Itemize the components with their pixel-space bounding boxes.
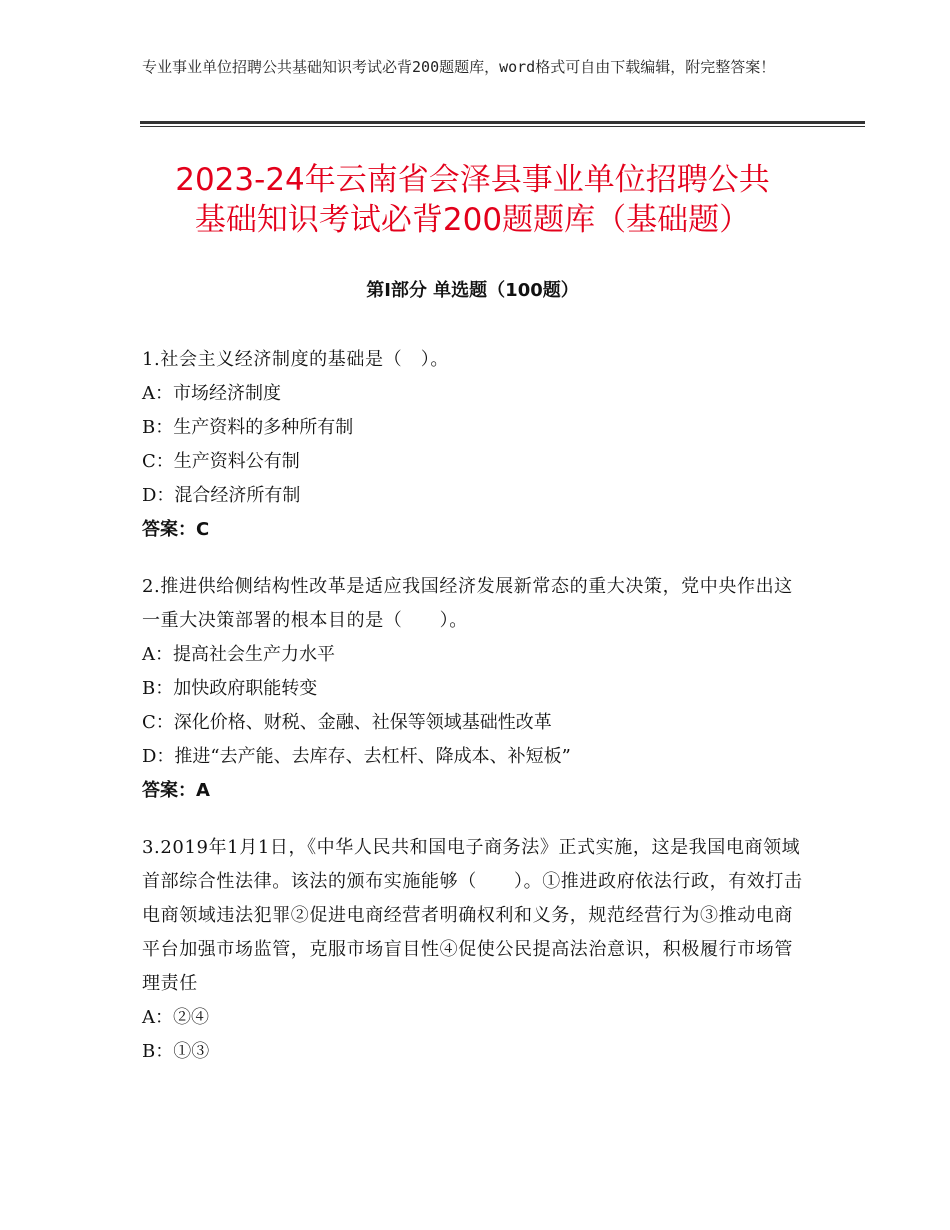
option-d: D：混合经济所有制 [142, 485, 301, 506]
option-c: C：生产资料公有制 [142, 451, 300, 472]
header-note: 专业事业单位招聘公共基础知识考试必背200题题库，word格式可自由下载编辑，附完整答案！ [142, 58, 776, 76]
document-title [140, 160, 805, 240]
option-a: A：市场经济制度 [142, 383, 281, 404]
question-1 [142, 343, 807, 547]
question-3 [142, 831, 807, 1069]
option-a: A：提高社会生产力水平 [142, 644, 335, 665]
header-rule-thick [140, 121, 865, 124]
question-stem: 1.社会主义经济制度的基础是（ ）。 [142, 349, 449, 370]
option-b: B：①③ [142, 1041, 210, 1062]
header-rule-thin [140, 126, 865, 127]
question-stem: 2.推进供给侧结构性改革是适应我国经济发展新常态的重大决策，党中央作出这一重大决策部署的根本目的是（ ）。 [142, 576, 793, 631]
answer: 答案：C [142, 519, 210, 540]
answer: 答案：A [142, 780, 210, 801]
option-a: A：②④ [142, 1007, 209, 1028]
section-title: 第Ⅰ部分 单选题（100题） [366, 280, 579, 301]
option-b: B：生产资料的多种所有制 [142, 417, 354, 438]
option-b: B：加快政府职能转变 [142, 678, 318, 699]
question-stem: 3.2019年1月1日，《中华人民共和国电子商务法》正式实施，这是我国电商领域首部综合性法律。该法的颁布实施能够（ ）。①推进政府依法行政，有效打击电商领域违法犯罪②促进电商经营者明确权利和义务，规范经营行为③推动电商平台加强市场监管，克服市场盲目性④促使公民提高法治意识，积极履行市场管理责任 [142, 837, 803, 994]
question-2 [142, 570, 807, 808]
option-c: C：深化价格、财税、金融、社保等领域基础性改革 [142, 712, 552, 733]
question-list [142, 343, 807, 1092]
title-line-2: 基础知识考试必背200题题库（基础题） [194, 202, 751, 238]
title-line-1: 2023-24年云南省会泽县事业单位招聘公共 [175, 162, 770, 198]
option-d: D：推进“去产能、去库存、去杠杆、降成本、补短板” [142, 746, 571, 767]
